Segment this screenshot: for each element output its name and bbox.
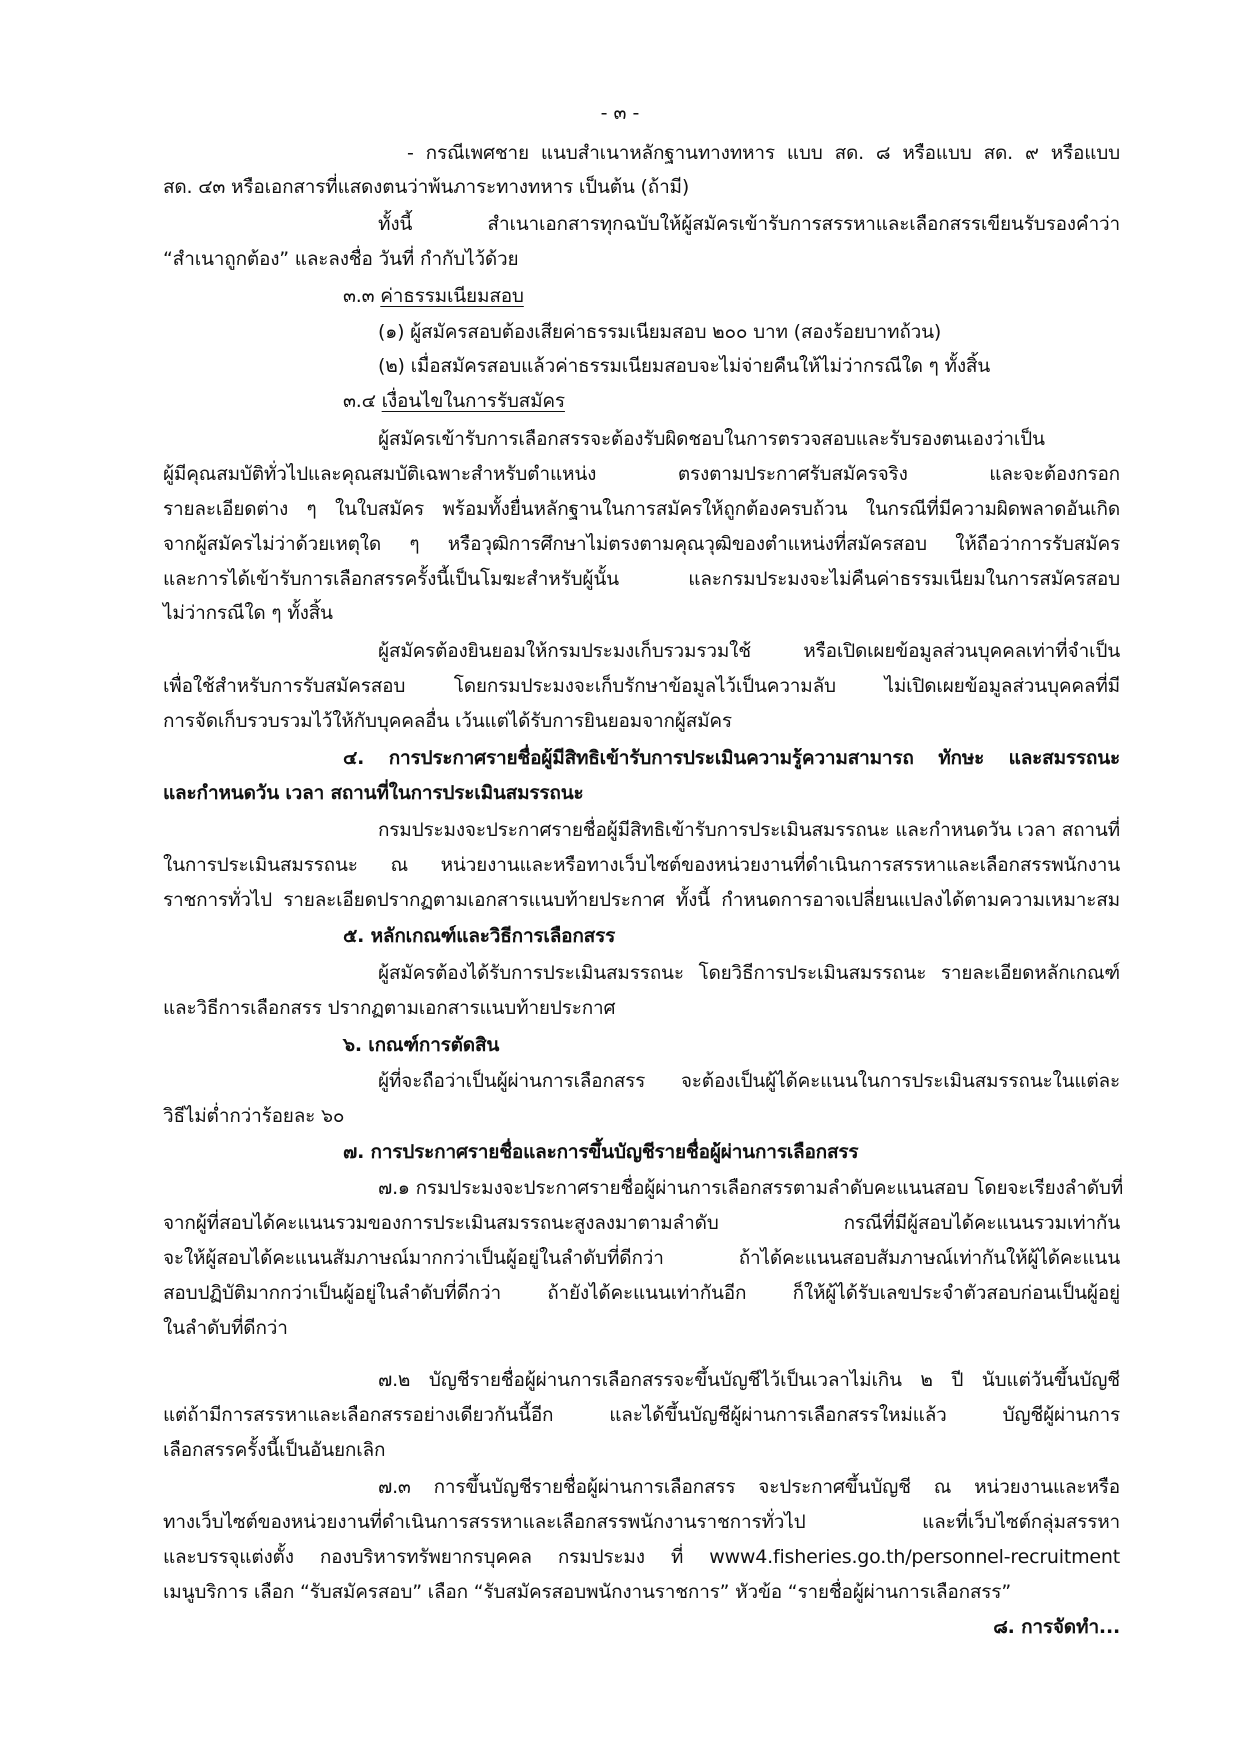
paragraph-line: เพื่อใช้สำหรับการรับสมัครสอบ โดยกรมประมงจะเก็บรักษาข้อมูลไว้เป็นความลับ ไม่เปิดเผยข้อมูลส่วนบุคคลที่มี	[163, 675, 1120, 697]
paragraph-line: เลือกสรรครั้งนี้เป็นอันยกเลิก	[163, 1439, 386, 1461]
paragraph-line: แต่ถ้ามีการสรรหาและเลือกสรรอย่างเดียวกันนี้อีก และได้ขึ้นบัญชีผู้ผ่านการเลือกสรรใหม่แล้ว บัญชีผู้ผ่านการ	[163, 1404, 1120, 1426]
subsection-number: ๓.๔	[343, 390, 376, 412]
paragraph-line: จะให้ผู้สอบได้คะแนนสัมภาษณ์มากกว่าเป็นผู้อยู่ในลำดับที่ดีกว่า ถ้าได้คะแนนสอบสัมภาษณ์เท่ากันให้ผู้ได้คะแนน	[163, 1247, 1120, 1269]
paragraph-line: และวิธีการเลือกสรร ปรากฏตามเอกสารแนบท้ายประกาศ	[163, 997, 616, 1019]
paragraph-line: ๗.๑ กรมประมงจะประกาศรายชื่อผู้ผ่านการเลือกสรรตามลำดับคะแนนสอบ โดยจะเรียงลำดับที่	[378, 1177, 1124, 1199]
paragraph-line: ทั้งนี้ สำเนาเอกสารทุกฉบับให้ผู้สมัครเข้ารับการสรรหาและเลือกสรรเขียนรับรองคำว่า	[378, 213, 1120, 235]
continuation-marker: ๘. การจัดทำ...	[993, 1616, 1120, 1638]
paragraph-line: ผู้สมัครเข้ารับการเลือกสรรจะต้องรับผิดชอบในการตรวจสอบและรับรองตนเองว่าเป็น	[378, 428, 1045, 450]
paragraph-line: ในลำดับที่ดีกว่า	[163, 1317, 288, 1339]
paragraph-line: จากผู้สมัครไม่ว่าด้วยเหตุใด ๆ หรือวุฒิการศึกษาไม่ตรงตามคุณวุฒิของตำแหน่งที่สมัครสอบ ให้ถือว่าการรับสมัคร	[163, 533, 1120, 555]
list-item: (๑) ผู้สมัครสอบต้องเสียค่าธรรมเนียมสอบ ๒๐๐ บาท (สองร้อยบาทถ้วน)	[378, 321, 942, 343]
section-heading-5: ๕. หลักเกณฑ์และวิธีการเลือกสรร	[343, 925, 616, 947]
paragraph-line: สด. ๔๓ หรือเอกสารที่แสดงตนว่าพ้นภาระทางทหาร เป็นต้น (ถ้ามี)	[163, 176, 690, 198]
section-heading-7: ๗. การประกาศรายชื่อและการขึ้นบัญชีรายชื่อผู้ผ่านการเลือกสรร	[343, 1141, 859, 1163]
paragraph-line: ผู้ที่จะถือว่าเป็นผู้ผ่านการเลือกสรร จะต้องเป็นผู้ได้คะแนนในการประเมินสมรรถนะในแต่ละ	[378, 1070, 1120, 1092]
paragraph-line: กรมประมงจะประกาศรายชื่อผู้มีสิทธิเข้ารับการประเมินสมรรถนะ และกำหนดวัน เวลา สถานที่	[378, 819, 1120, 841]
paragraph-line: ผู้สมัครต้องยินยอมให้กรมประมงเก็บรวมรวมใช้ หรือเปิดเผยข้อมูลส่วนบุคคลเท่าที่จำเป็น	[378, 640, 1120, 662]
section-heading-4: ๔. การประกาศรายชื่อผู้มีสิทธิเข้ารับการประเมินความรู้ความสามารถ ทักษะ และสมรรถนะ	[343, 747, 1120, 769]
page-number: - ๓ -	[600, 102, 640, 124]
paragraph-line: ผู้มีคุณสมบัติทั่วไปและคุณสมบัติเฉพาะสำหรับตำแหน่ง ตรงตามประกาศรับสมัครจริง และจะต้องกรอก	[163, 463, 1120, 485]
paragraph-line: “สำเนาถูกต้อง” และลงชื่อ วันที่ กำกับไว้ด้วย	[163, 248, 519, 270]
subsection-number: ๓.๓	[343, 285, 375, 307]
paragraph-line: ไม่ว่ากรณีใด ๆ ทั้งสิ้น	[163, 602, 333, 624]
paragraph-line: และบรรจุแต่งตั้ง กองบริหารทรัพยากรบุคคล กรมประมง ที่ www4.fisheries.go.th/personnel-recruitment	[163, 1546, 1120, 1568]
paragraph-line: ราชการทั่วไป รายละเอียดปรากฏตามเอกสารแนบท้ายประกาศ ทั้งนี้ กำหนดการอาจเปลี่ยนแปลงได้ตามความเหมาะสม	[163, 889, 1120, 911]
paragraph-line: ผู้สมัครต้องได้รับการประเมินสมรรถนะ โดยวิธีการประเมินสมรรถนะ รายละเอียดหลักเกณฑ์	[378, 962, 1120, 984]
paragraph-line: การจัดเก็บรวบรวมไว้ให้กับบุคคลอื่น เว้นแต่ได้รับการยินยอมจากผู้สมัคร	[163, 710, 732, 732]
paragraph-line: และการได้เข้ารับการเลือกสรรครั้งนี้เป็นโมฆะสำหรับผู้นั้น และกรมประมงจะไม่คืนค่าธรรมเนียมในการสมัครสอบ	[163, 568, 1120, 590]
subsection-title: ค่าธรรมเนียมสอบ	[380, 285, 524, 307]
paragraph-line: วิธีไม่ต่ำกว่าร้อยละ ๖๐	[163, 1105, 345, 1127]
paragraph-line: สอบปฏิบัติมากกว่าเป็นผู้อยู่ในลำดับที่ดีกว่า ถ้ายังได้คะแนนเท่ากันอีก ก็ให้ผู้ได้รับเลขประจำตัวสอบก่อนเป็นผู้อยู่	[163, 1282, 1120, 1304]
paragraph-line: จากผู้ที่สอบได้คะแนนรวมของการประเมินสมรรถนะสูงลงมาตามลำดับ กรณีที่มีผู้สอบได้คะแนนรวมเท่ากัน	[163, 1212, 1120, 1234]
section-heading-4-cont: และกำหนดวัน เวลา สถานที่ในการประเมินสมรรถนะ	[163, 782, 584, 804]
subsection-heading-3-3	[343, 281, 524, 311]
list-item: (๒) เมื่อสมัครสอบแล้วค่าธรรมเนียมสอบจะไม่จ่ายคืนให้ไม่ว่ากรณีใด ๆ ทั้งสิ้น	[378, 355, 991, 377]
paragraph-line: ทางเว็บไซต์ของหน่วยงานที่ดำเนินการสรรหาและเลือกสรรพนักงานราชการทั่วไป และที่เว็บไซต์กลุ่มสรรหา	[163, 1511, 1120, 1533]
paragraph-line: ในการประเมินสมรรถนะ ณ หน่วยงานและหรือทางเว็บไซต์ของหน่วยงานที่ดำเนินการสรรหาและเลือกสรรพนักงาน	[163, 854, 1120, 876]
subsection-heading-3-4	[343, 386, 565, 416]
section-heading-6: ๖. เกณฑ์การตัดสิน	[343, 1034, 500, 1056]
paragraph-line: ๗.๓ การขึ้นบัญชีรายชื่อผู้ผ่านการเลือกสรร จะประกาศขึ้นบัญชี ณ หน่วยงานและหรือ	[378, 1476, 1120, 1498]
paragraph-line: - กรณีเพศชาย แนบสำเนาหลักฐานทางทหาร แบบ สด. ๘ หรือแบบ สด. ๙ หรือแบบ	[407, 142, 1120, 164]
paragraph-line: เมนูบริการ เลือก “รับสมัครสอบ” เลือก “รับสมัครสอบพนักงานราชการ” หัวข้อ “รายชื่อผู้ผ่านการเลือกสรร”	[163, 1581, 1011, 1603]
subsection-title: เงื่อนไขในการรับสมัคร	[381, 390, 565, 412]
paragraph-line: รายละเอียดต่าง ๆ ในใบสมัคร พร้อมทั้งยื่นหลักฐานในการสมัครให้ถูกต้องครบถ้วน ในกรณีที่มีความผิดพลาดอันเกิด	[163, 498, 1120, 520]
paragraph-line: ๗.๒ บัญชีรายชื่อผู้ผ่านการเลือกสรรจะขึ้นบัญชีไว้เป็นเวลาไม่เกิน ๒ ปี นับแต่วันขึ้นบัญชี	[378, 1369, 1120, 1391]
